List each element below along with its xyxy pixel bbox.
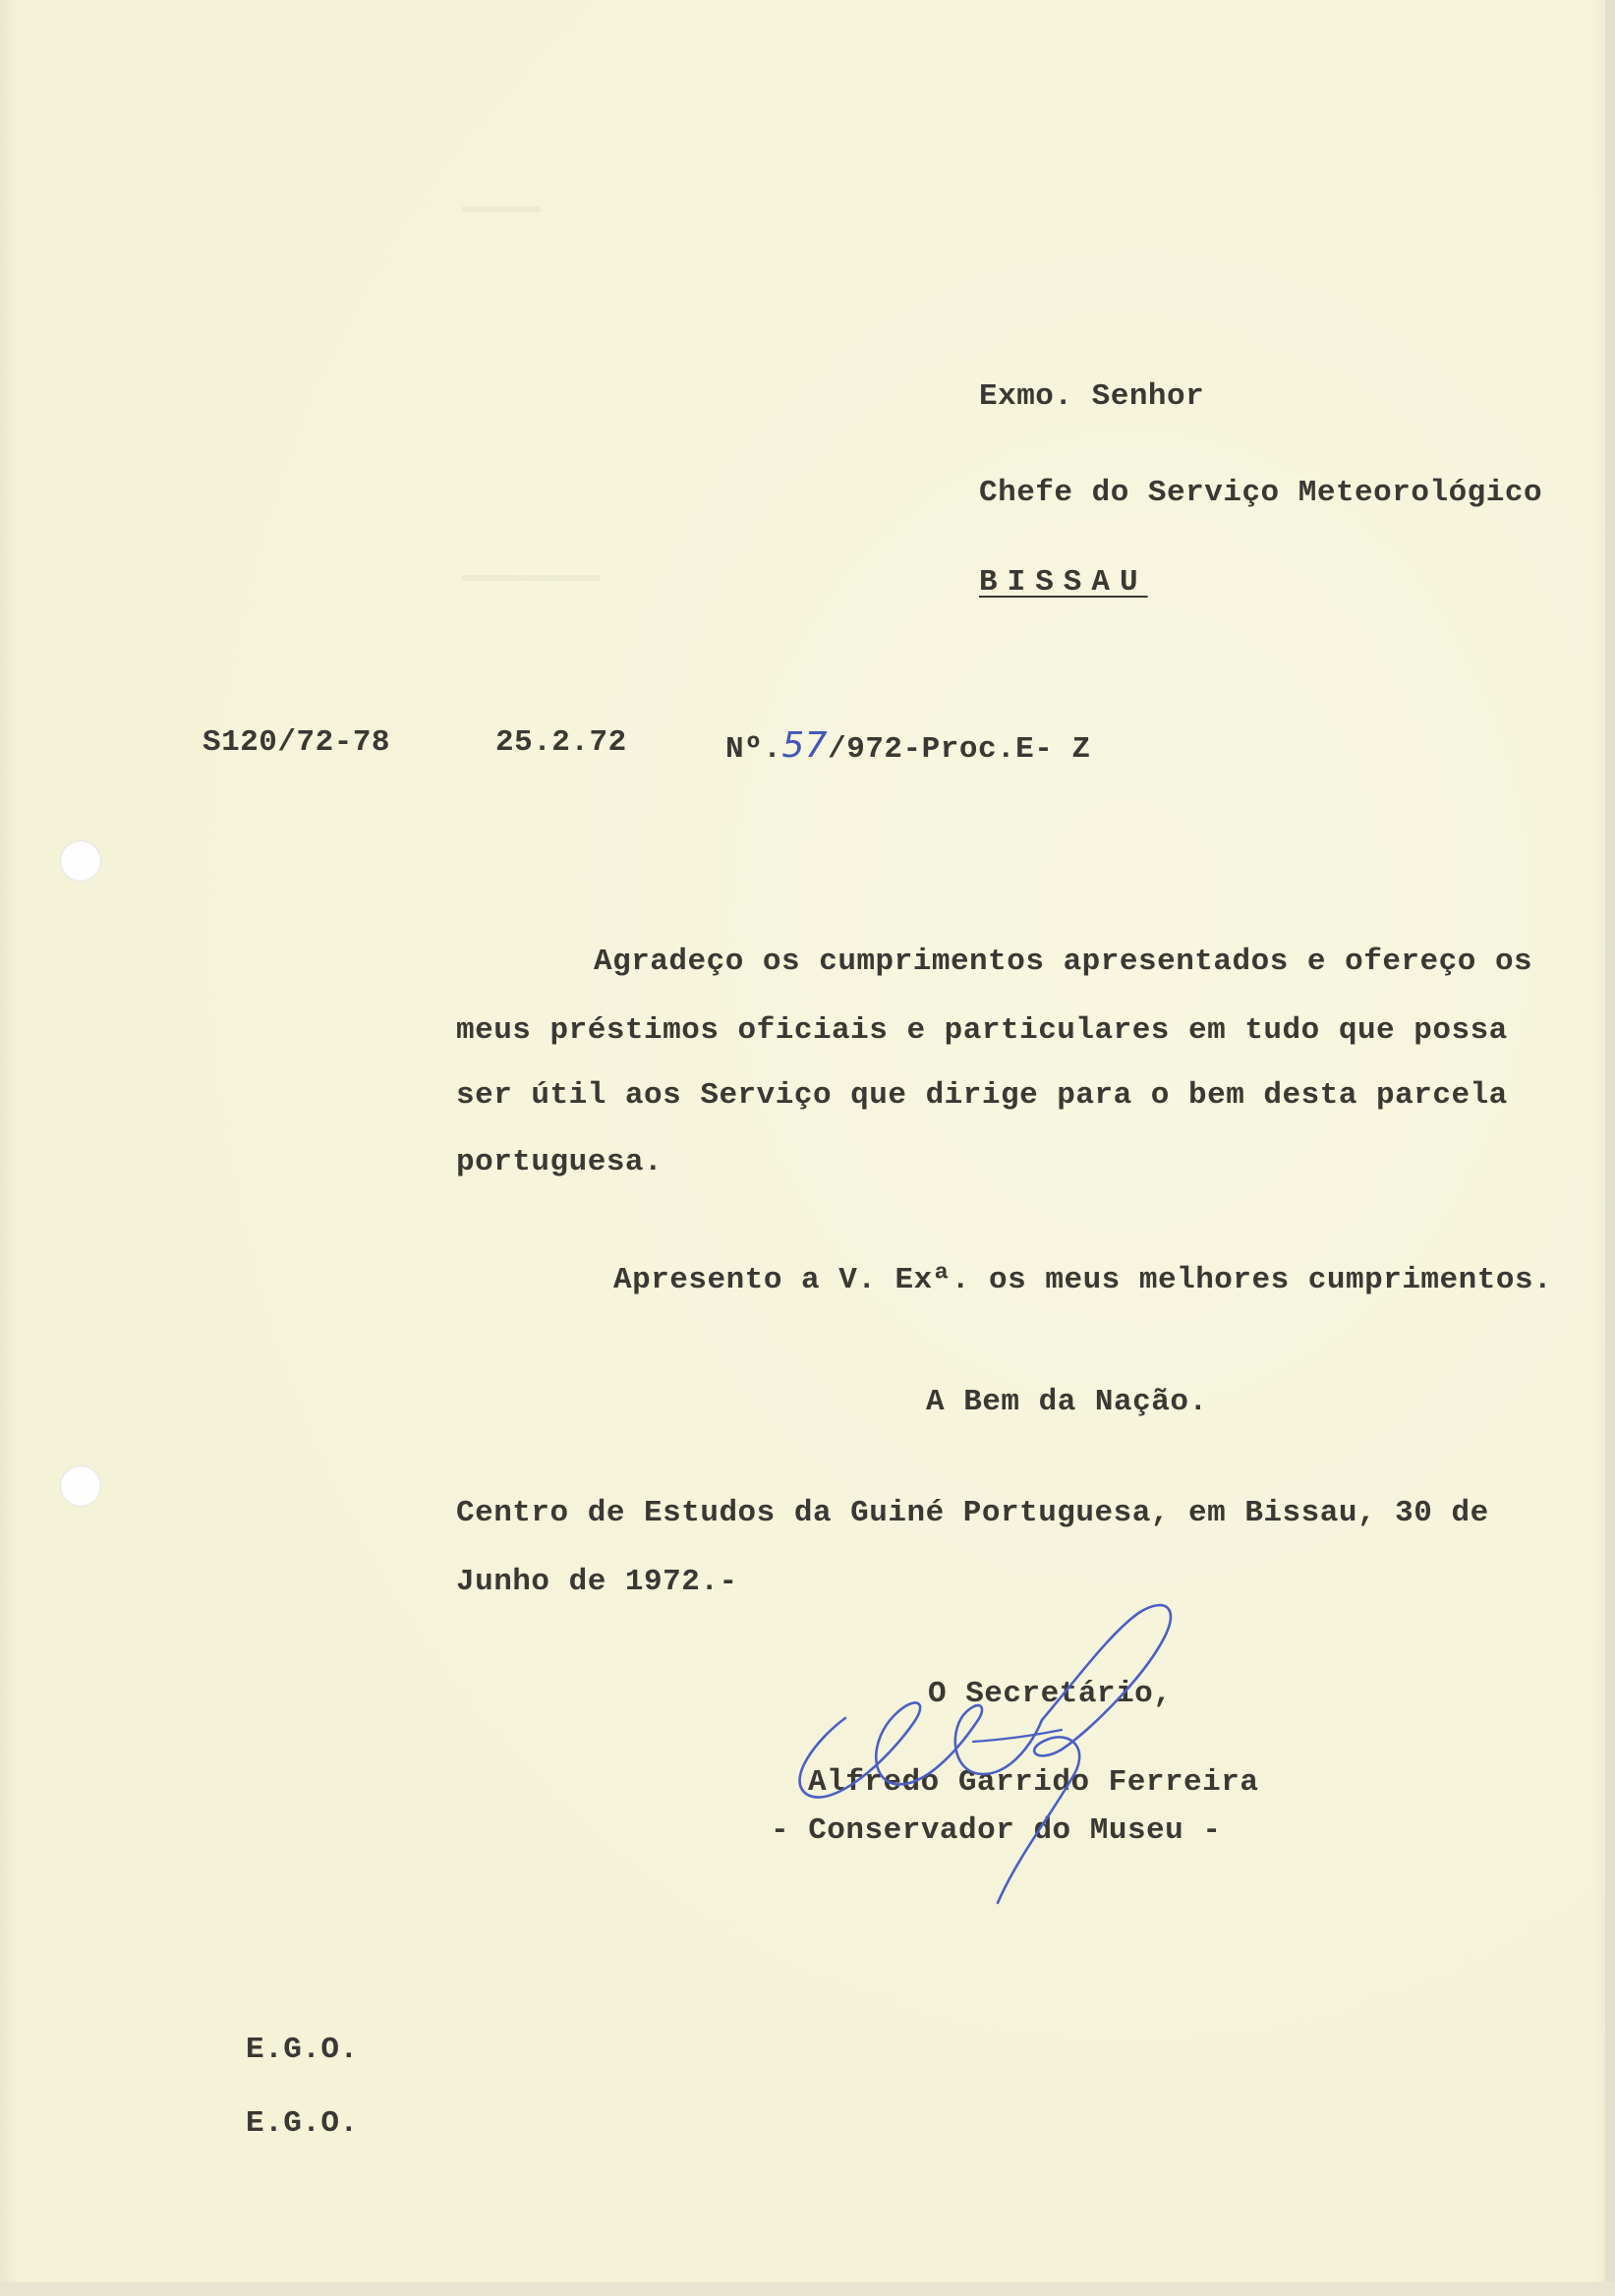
closing: A Bem da Nação. xyxy=(926,1385,1208,1419)
reference-number-suffix: /972-Proc.E- Z xyxy=(828,732,1091,767)
handwritten-number: 57 xyxy=(781,725,829,766)
bleed-through-mark xyxy=(462,206,541,212)
page-edge-right xyxy=(1605,0,1615,2296)
signature-name: Alfredo Garrido Ferreira xyxy=(808,1765,1259,1800)
city: BISSAU xyxy=(979,565,1148,600)
place-date-line: Junho de 1972.- xyxy=(456,1565,738,1599)
body-line: ser útil aos Serviço que dirige para o bem desta parcela xyxy=(456,1078,1508,1113)
footer-code: E.G.O. xyxy=(246,2106,359,2141)
body-line: Agradeço os cumprimentos apresentados e ofereço os xyxy=(594,945,1533,979)
punch-hole-icon xyxy=(60,840,101,882)
reference-code: S120/72-78 xyxy=(202,725,391,760)
reference-number-prefix: Nº. xyxy=(725,732,782,767)
recipient: Chefe do Serviço Meteorológico xyxy=(979,476,1543,510)
signature-title: O Secretário, xyxy=(928,1677,1173,1711)
footer-code: E.G.O. xyxy=(246,2033,359,2067)
signature-role: - Conservador do Museu - xyxy=(771,1813,1222,1848)
bleed-through-mark xyxy=(462,575,600,581)
place-date-line: Centro de Estudos da Guiné Portuguesa, em Bissau, 30 de xyxy=(456,1496,1489,1530)
body-line: portuguesa. xyxy=(456,1145,663,1179)
page-edge-bottom xyxy=(0,2282,1615,2296)
reference-number xyxy=(725,725,1091,767)
reference-date: 25.2.72 xyxy=(495,725,627,760)
body-line: Apresento a V. Exª. os meus melhores cumprimentos. xyxy=(613,1263,1553,1297)
salutation: Exmo. Senhor xyxy=(979,379,1205,414)
punch-hole-icon xyxy=(60,1465,101,1507)
body-line: meus préstimos oficiais e particulares em tudo que possa xyxy=(456,1013,1508,1048)
handwritten-signature xyxy=(777,1592,1307,1926)
